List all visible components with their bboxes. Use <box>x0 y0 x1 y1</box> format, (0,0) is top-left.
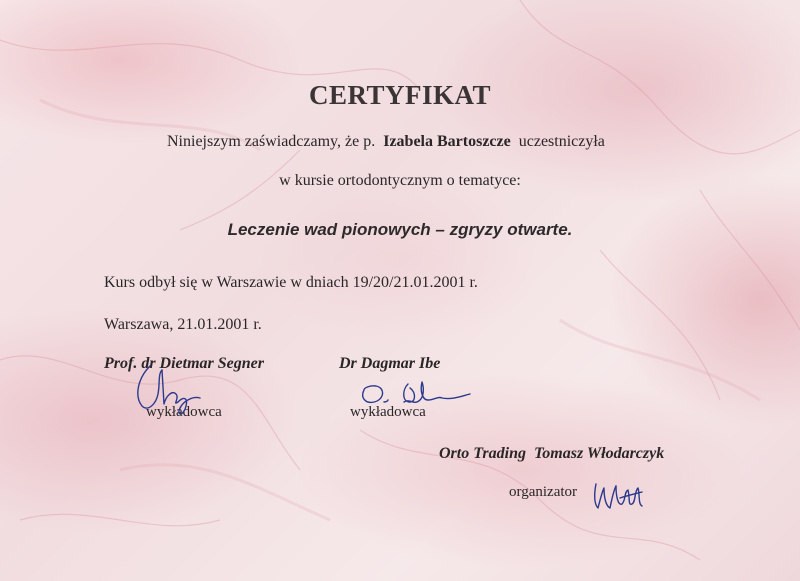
organizer-company: Orto Trading <box>439 445 526 462</box>
signature-segner <box>128 360 208 420</box>
participant-name: Izabela Bartoszcze <box>383 133 511 150</box>
organizer-person: Tomasz Włodarczyk <box>533 445 665 462</box>
signatory-segner-name: Prof. dr Dietmar Segner <box>104 355 264 372</box>
signatory-ibe-name: Dr Dagmar Ibe <box>339 355 441 372</box>
participated-text: uczestniczyła <box>518 133 605 150</box>
course-info: Kurs odbył się w Warszawie w dniach 19/20/21.01.2001 r. <box>104 274 478 291</box>
organizer-role: organizator <box>509 484 578 500</box>
signature-wlodarczyk <box>590 478 646 514</box>
signatory-segner-role: wykładowca <box>146 404 222 420</box>
signature-ibe <box>358 376 476 416</box>
organizer-name <box>439 445 664 463</box>
place-date: Warszawa, 21.01.2001 r. <box>104 316 262 333</box>
intro-text: Niniejszym zaświadczamy, że p. <box>167 133 376 150</box>
signatory-ibe-role: wykładowca <box>350 404 426 420</box>
course-topic: Leczenie wad pionowych – zgryzy otwarte. <box>227 220 573 239</box>
course-intro: w kursie ortodontycznym o tematyce: <box>279 172 521 189</box>
intro-line <box>167 133 605 151</box>
certificate-title: CERTYFIKAT <box>308 80 492 110</box>
